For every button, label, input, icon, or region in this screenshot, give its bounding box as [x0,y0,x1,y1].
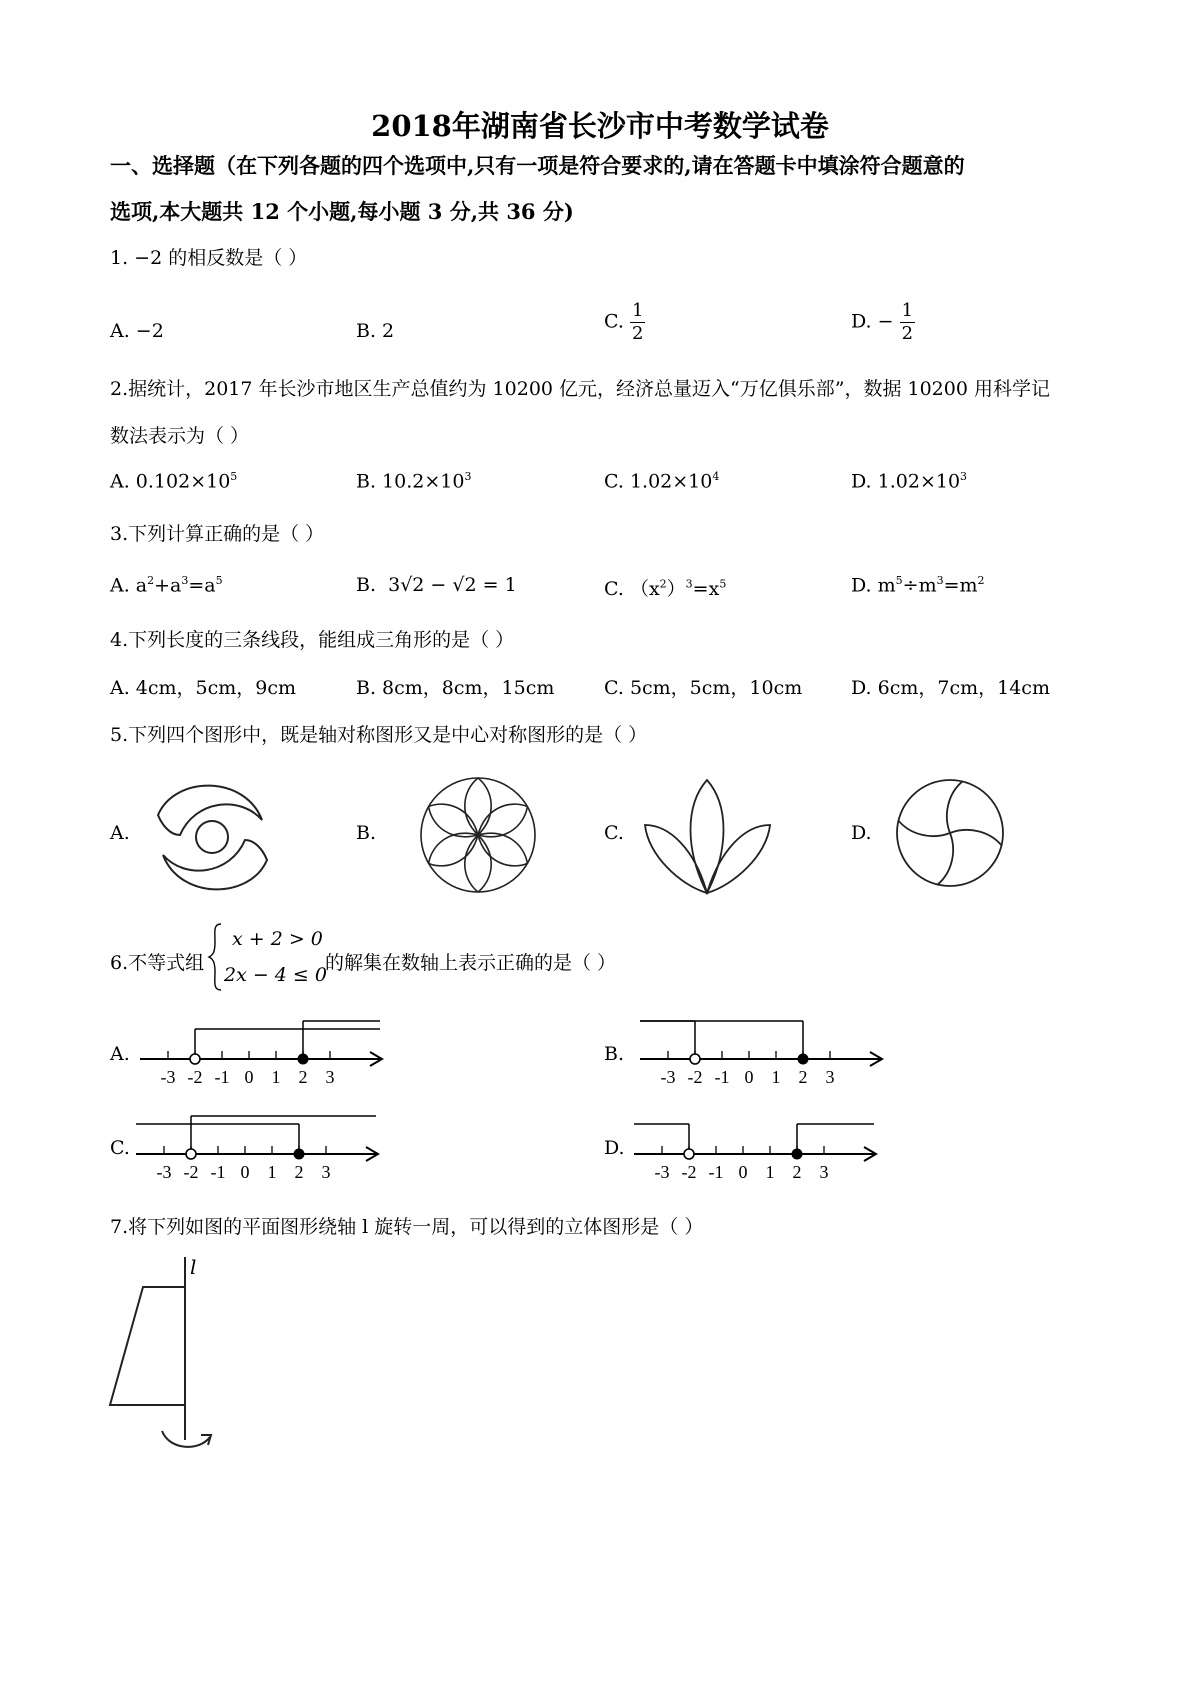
q1-option-d-label: D. − [851,310,894,333]
q3-option-c: C. $(x^2)^3=x^5$ [604,577,727,600]
q5-figure-d-spokes [898,781,1002,885]
q5-figure-a-lower-crescent [163,840,267,889]
q6-option-d-label: D. [604,1137,625,1159]
q5-figure-d [893,775,1008,895]
q7-axis-label: l [190,1255,197,1279]
tick-label: -2 [187,1067,203,1087]
numerator: 1 [901,300,914,321]
tick-label: -2 [687,1067,703,1087]
tick-label: 1 [271,1067,281,1087]
q2-option-c: C. $1.02\times 10^4$ [604,470,720,493]
q6-inequality-1: x + 2 > 0 [232,928,323,950]
q4-option-b: B. 8cm，8cm，15cm [356,677,555,699]
q6-number-line-d [634,1110,904,1180]
q1-option-c-label: C. [604,310,624,333]
tick-label: -3 [660,1067,676,1087]
q5-figure-c-right-petal [707,825,770,893]
tick-label: 1 [267,1162,277,1182]
q6-inequality-2: 2x − 4 ≤ 0 [224,964,327,986]
q3-option-a: A. $a^2+a^3=a^5$ [110,574,223,597]
q3-option-d: D. $m^5\div m^3=m^2$ [851,574,985,597]
q3-option-b-expression: 3√2 − √2 = 1 [388,574,517,596]
tick-label: -3 [160,1067,176,1087]
q5-figure-c-left-petal [645,825,707,893]
denominator: 2 [901,323,914,344]
q6-option-c-label: C. [110,1137,130,1159]
q5-figure-c-center-petal [691,780,724,893]
q1-stem: 1. −2 的相反数是（ ） [110,247,308,269]
q5-option-d-label: D. [851,822,872,844]
q3-stem: 3.下列计算正确的是（ ） [110,523,325,545]
q2-stem-line1: 2.据统计，2017 年长沙市地区生产总值约为 10200 亿元，经济总量迈入“万亿俱乐部”，数据 10200 用科学记 [110,378,1050,400]
tick-label: 2 [294,1162,304,1182]
open-point [684,1149,694,1159]
q1-option-c-fraction [630,300,645,345]
tick-label: 3 [825,1067,835,1087]
open-point [190,1054,200,1064]
q6-number-line-a [140,1015,410,1085]
q1-option-d [851,300,915,345]
closed-point [792,1149,803,1160]
tick-label: -1 [708,1162,724,1182]
q6-number-line-b [640,1015,910,1085]
q5-figure-a [150,775,275,900]
q6-system-brace [208,922,222,992]
numerator: 1 [631,300,644,321]
tick-label: 2 [798,1067,808,1087]
q1-option-b: B. 2 [356,320,395,342]
tick-label: 3 [321,1162,331,1182]
q4-option-d: D. 6cm，7cm，14cm [851,677,1050,699]
tick-label: 0 [744,1067,754,1087]
tick-label: -3 [654,1162,670,1182]
q6-number-line-c [136,1110,406,1180]
q6-stem-suffix: 的解集在数轴上表示正确的是（ ） [325,952,617,974]
tick-label: -1 [210,1162,226,1182]
q5-figure-a-inner-circle [196,821,228,853]
tick-label: -1 [214,1067,230,1087]
q5-option-b-label: B. [356,822,377,844]
q4-option-a: A. 4cm，5cm，9cm [110,677,297,699]
q5-option-c-label: C. [604,822,624,844]
tick-label: 0 [240,1162,250,1182]
q3-option-b: B. 3√2 − √2 = 1 [356,574,517,596]
tick-label: 0 [738,1162,748,1182]
q6-stem-prefix: 6.不等式组 [110,952,205,974]
q5-figure-c [640,775,775,895]
q2-option-b: B. $10.2\times 10^3$ [356,470,472,493]
q1-option-a: A. −2 [110,320,164,342]
q1-option-c [604,300,645,345]
q6-option-b-label: B. [604,1043,625,1065]
tick-label: 0 [244,1067,254,1087]
q4-option-c: C. 5cm，5cm，10cm [604,677,803,699]
section-heading-line1: 一、选择题（在下列各题的四个选项中,只有一项是符合要求的,请在答题卡中填涂符合题意的 [110,153,965,178]
q7-trapezoid [110,1287,185,1405]
section-heading-line2: 选项,本大题共 12 个小题,每小题 3 分,共 36 分) [110,199,574,224]
q2-option-a: A. $0.102\times 10^5$ [110,470,238,493]
tick-label: 3 [325,1067,335,1087]
tick-label: -3 [156,1162,172,1182]
denominator: 2 [631,323,644,344]
tick-label: -2 [681,1162,697,1182]
closed-point [298,1054,309,1065]
q5-figure-b [418,775,538,895]
q7-stem: 7.将下列如图的平面图形绕轴 l 旋转一周，可以得到的立体图形是（ ） [110,1216,704,1238]
q7-figure [105,1255,225,1455]
tick-label: -1 [714,1067,730,1087]
tick-label: 1 [765,1162,775,1182]
tick-label: -2 [183,1162,199,1182]
q5-option-a-label: A. [110,822,130,844]
closed-point [798,1054,809,1065]
q5-stem: 5.下列四个图形中，既是轴对称图形又是中心对称图形的是（ ） [110,724,648,746]
tick-label: 1 [771,1067,781,1087]
q2-stem-line2: 数法表示为（ ） [110,425,250,447]
q5-figure-a-upper-crescent [158,786,262,835]
q1-option-d-fraction [900,300,915,345]
open-point [690,1054,700,1064]
tick-label: 3 [819,1162,829,1182]
open-point [186,1149,196,1159]
q6-option-a-label: A. [110,1043,130,1065]
q4-stem: 4.下列长度的三条线段，能组成三角形的是（ ） [110,629,515,651]
tick-label: 2 [792,1162,802,1182]
q2-option-d: D. $1.02\times 10^3$ [851,470,968,493]
closed-point [294,1149,305,1160]
page-title: 2018年湖南省长沙市中考数学试卷 [371,109,829,143]
tick-label: 2 [298,1067,308,1087]
q5-figure-b-petals [422,778,534,892]
